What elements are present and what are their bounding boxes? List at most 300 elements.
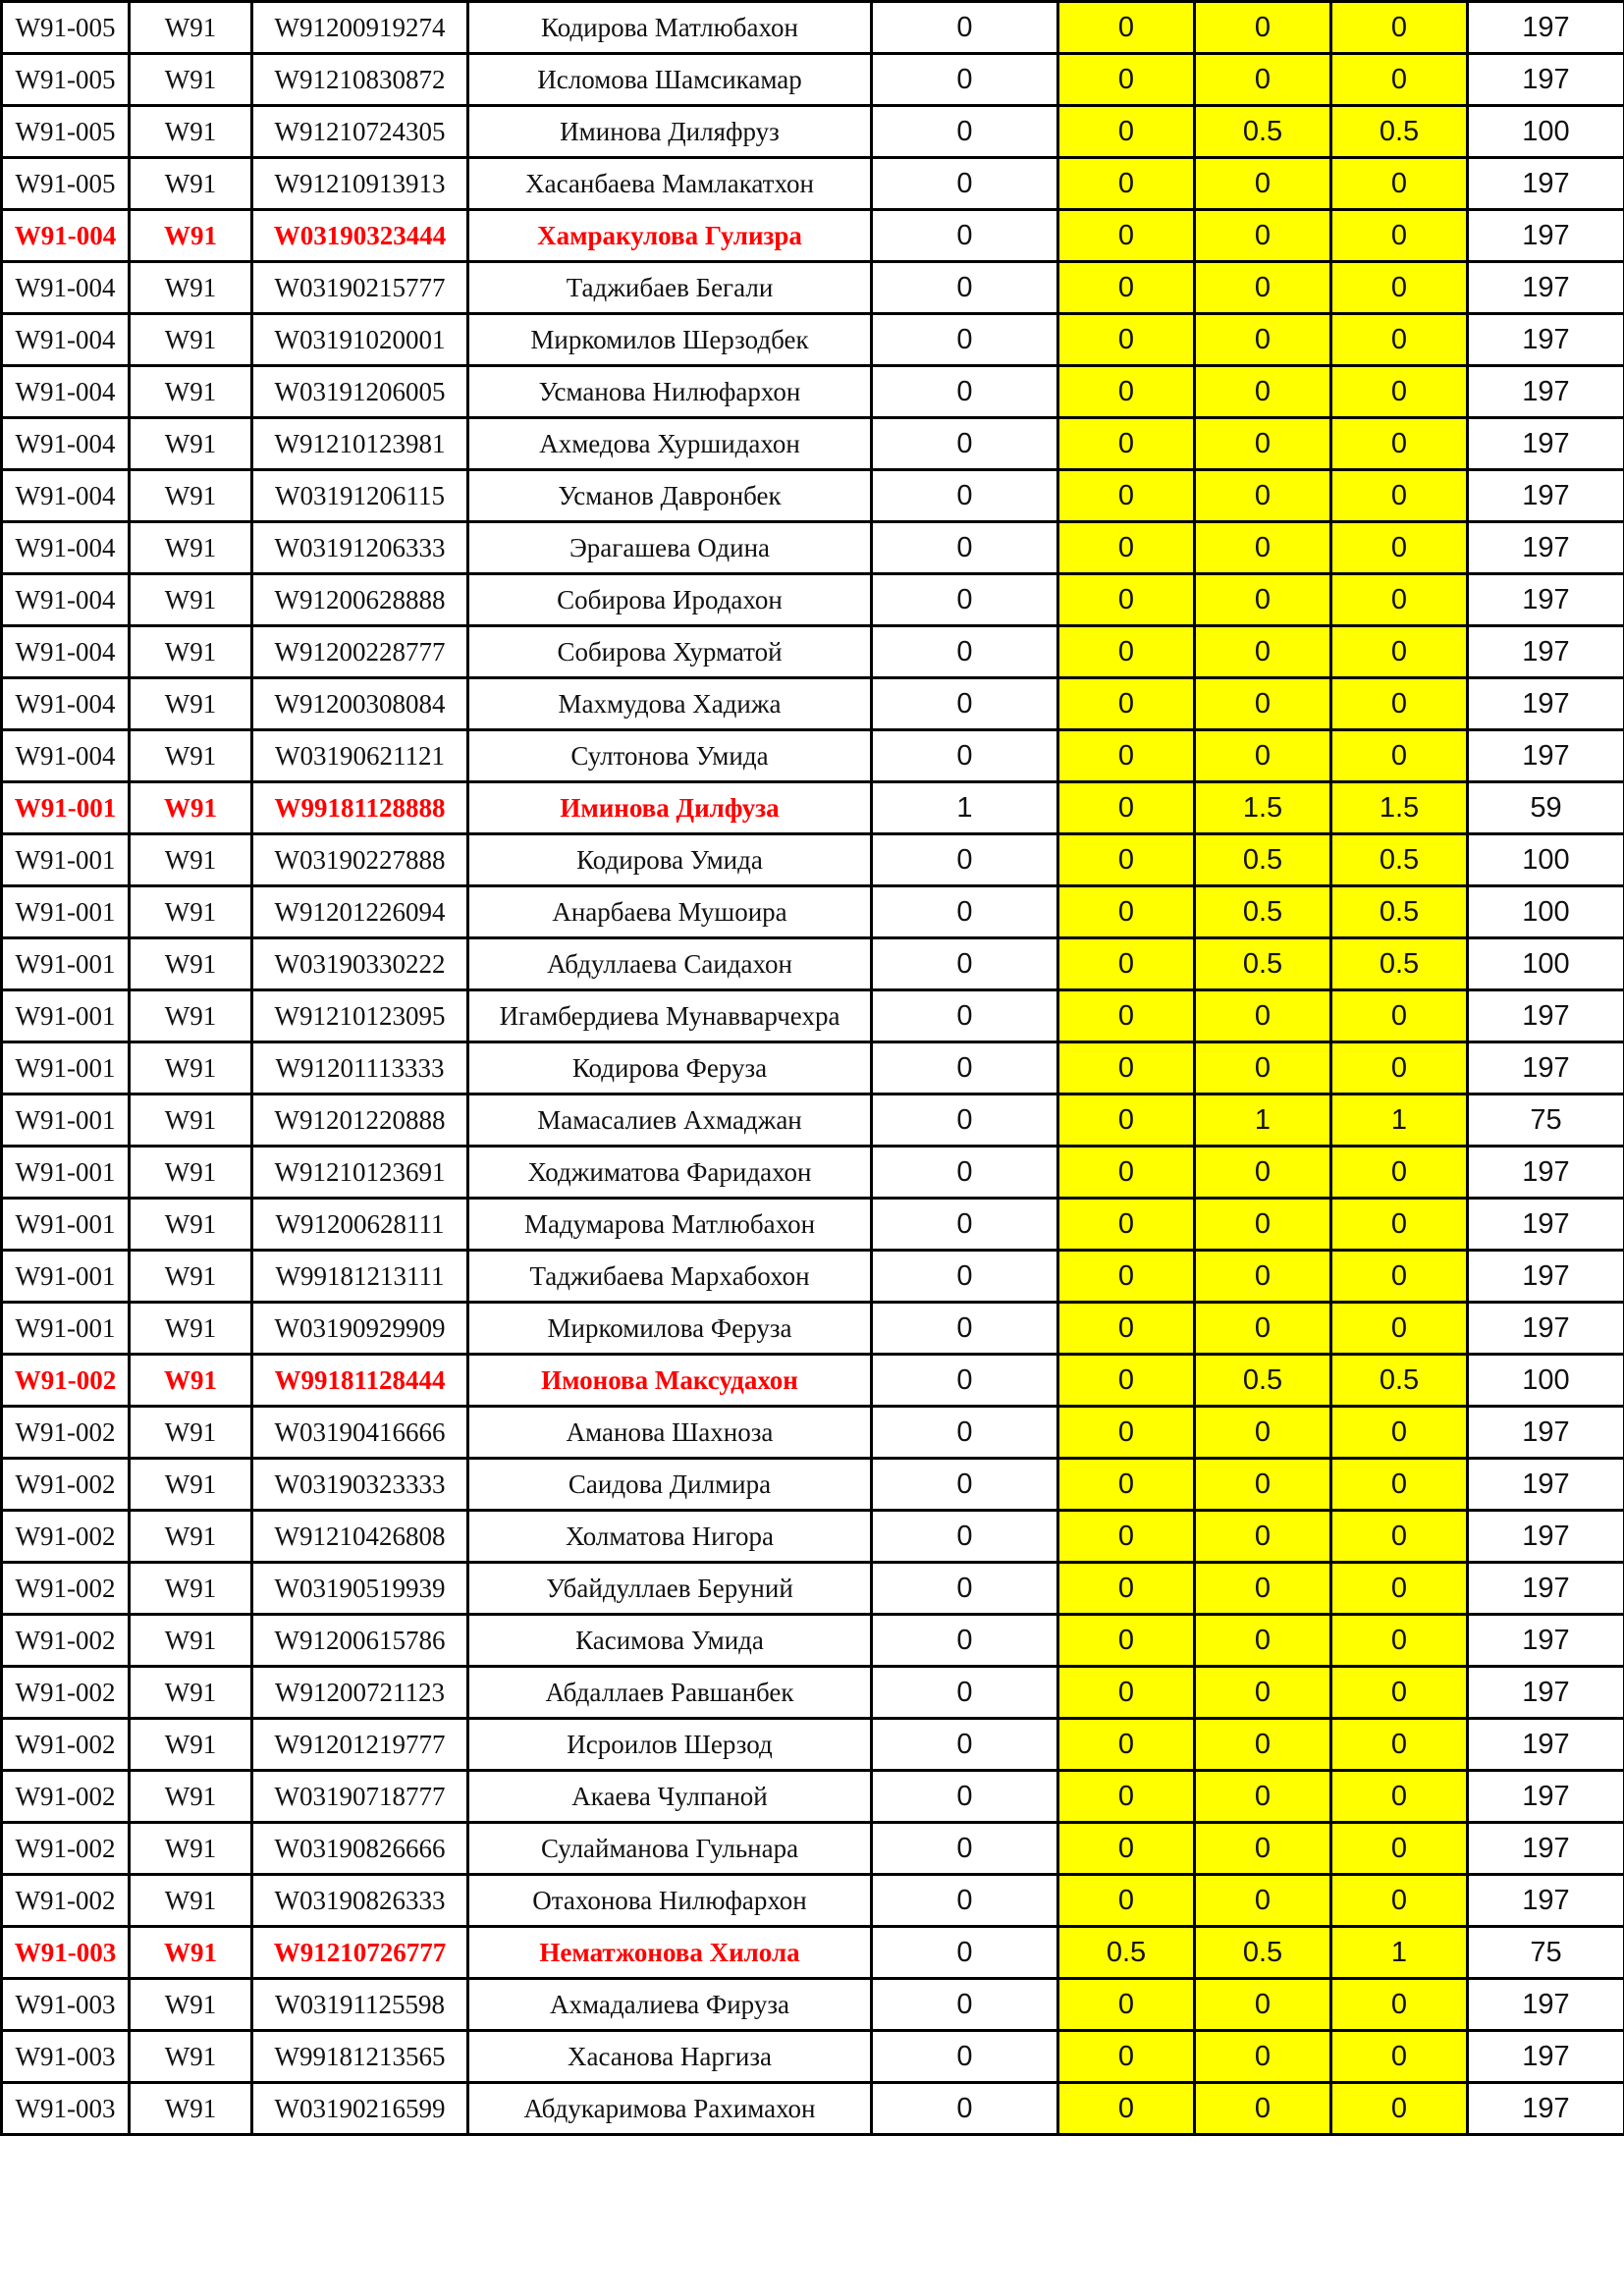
cell-code: W91 [130,1095,252,1147]
cell-name: Касимова Умида [468,1615,872,1667]
cell-value-2: 0 [1058,1823,1195,1875]
cell-value-5: 197 [1468,1875,1624,1927]
cell-value-4: 0 [1331,1823,1468,1875]
cell-code: W91 [130,730,252,782]
table-row [2,1459,1624,1511]
table-row [2,730,1624,782]
cell-code: W91 [130,1979,252,2031]
cell-value-5: 197 [1468,730,1624,782]
cell-value-1: 0 [872,522,1058,574]
cell-group: W91-001 [2,1303,130,1355]
cell-value-1: 0 [872,470,1058,522]
cell-value-4: 0 [1331,262,1468,314]
cell-group: W91-003 [2,2031,130,2083]
cell-value-4: 0 [1331,1563,1468,1615]
table-row [2,626,1624,678]
cell-value-2: 0 [1058,1459,1195,1511]
cell-value-3: 1 [1195,1095,1331,1147]
cell-value-2: 0 [1058,1615,1195,1667]
table-row [2,886,1624,938]
cell-value-1: 0 [872,418,1058,470]
cell-value-4: 1.5 [1331,782,1468,834]
cell-value-3: 0 [1195,2083,1331,2135]
cell-value-1: 0 [872,210,1058,262]
cell-name: Таджибаева Мархабохон [468,1251,872,1303]
cell-code: W91 [130,1459,252,1511]
cell-value-1: 0 [872,1251,1058,1303]
cell-value-4: 0 [1331,678,1468,730]
cell-group: W91-002 [2,1823,130,1875]
cell-value-4: 0 [1331,1511,1468,1563]
cell-value-1: 0 [872,1459,1058,1511]
cell-id: W99181213111 [252,1251,468,1303]
cell-value-1: 0 [872,262,1058,314]
cell-value-5: 197 [1468,1667,1624,1719]
cell-code: W91 [130,1615,252,1667]
table-row [2,1407,1624,1459]
cell-value-4: 0 [1331,54,1468,106]
cell-value-3: 0 [1195,366,1331,418]
cell-name: Усманов Давронбек [468,470,872,522]
cell-value-4: 0 [1331,1615,1468,1667]
cell-value-2: 0 [1058,522,1195,574]
cell-group: W91-005 [2,106,130,158]
cell-value-3: 0 [1195,1147,1331,1199]
cell-value-3: 0 [1195,262,1331,314]
cell-value-2: 0 [1058,990,1195,1042]
cell-code: W91 [130,522,252,574]
cell-value-5: 197 [1468,626,1624,678]
cell-value-1: 0 [872,314,1058,366]
cell-group: W91-001 [2,886,130,938]
table-row [2,1667,1624,1719]
cell-value-2: 0 [1058,1875,1195,1927]
cell-name: Ахмедова Хуршидахон [468,418,872,470]
cell-name: Холматова Нигора [468,1511,872,1563]
cell-code: W91 [130,2083,252,2135]
cell-code: W91 [130,834,252,886]
cell-id: W03190330222 [252,938,468,990]
cell-group: W91-005 [2,158,130,210]
cell-value-2: 0 [1058,886,1195,938]
cell-value-5: 197 [1468,1615,1624,1667]
cell-value-2: 0 [1058,262,1195,314]
cell-value-3: 0 [1195,418,1331,470]
cell-value-2: 0 [1058,1979,1195,2031]
cell-group: W91-002 [2,1667,130,1719]
cell-value-3: 0 [1195,1719,1331,1771]
cell-code: W91 [130,2031,252,2083]
cell-value-4: 0 [1331,1303,1468,1355]
cell-id: W03191206115 [252,470,468,522]
cell-value-5: 197 [1468,678,1624,730]
cell-value-1: 0 [872,1719,1058,1771]
cell-value-2: 0 [1058,834,1195,886]
table-row [2,1615,1624,1667]
cell-value-1: 0 [872,938,1058,990]
cell-code: W91 [130,1823,252,1875]
cell-name: Хасанова Наргиза [468,2031,872,2083]
cell-name: Кодирова Умида [468,834,872,886]
table-row [2,106,1624,158]
cell-value-5: 197 [1468,574,1624,626]
cell-value-4: 1 [1331,1927,1468,1979]
cell-value-5: 197 [1468,1979,1624,2031]
cell-value-4: 0 [1331,366,1468,418]
cell-value-3: 0.5 [1195,886,1331,938]
table-row-highlighted [2,1355,1624,1407]
cell-name: Нематжонова Хилола [468,1927,872,1979]
cell-code: W91 [130,886,252,938]
cell-name: Сулайманова Гульнара [468,1823,872,1875]
cell-value-3: 0 [1195,1042,1331,1095]
cell-value-2: 0 [1058,1251,1195,1303]
cell-group: W91-004 [2,366,130,418]
cell-name: Исломова Шамсикамар [468,54,872,106]
cell-name: Абдуллаева Саидахон [468,938,872,990]
cell-group: W91-001 [2,1251,130,1303]
cell-value-3: 0.5 [1195,1927,1331,1979]
cell-value-5: 197 [1468,262,1624,314]
cell-value-3: 0 [1195,1251,1331,1303]
cell-value-1: 0 [872,1927,1058,1979]
cell-value-4: 0.5 [1331,834,1468,886]
table-row [2,1563,1624,1615]
cell-id: W03190216599 [252,2083,468,2135]
cell-group: W91-005 [2,2,130,54]
cell-id: W03191020001 [252,314,468,366]
cell-value-5: 197 [1468,2031,1624,2083]
table-row [2,314,1624,366]
cell-id: W03190519939 [252,1563,468,1615]
cell-name: Ходжиматова Фаридахон [468,1147,872,1199]
cell-value-4: 0 [1331,2,1468,54]
cell-value-1: 0 [872,1615,1058,1667]
cell-value-4: 0 [1331,470,1468,522]
cell-code: W91 [130,1042,252,1095]
cell-value-4: 0 [1331,1199,1468,1251]
cell-value-5: 197 [1468,1251,1624,1303]
cell-id: W99181128888 [252,782,468,834]
cell-value-3: 0 [1195,2031,1331,2083]
cell-value-1: 0 [872,2083,1058,2135]
cell-value-5: 100 [1468,938,1624,990]
cell-value-2: 0 [1058,1355,1195,1407]
cell-name: Миркомилова Феруза [468,1303,872,1355]
cell-value-1: 0 [872,158,1058,210]
table-row-highlighted [2,210,1624,262]
cell-value-3: 0 [1195,1875,1331,1927]
cell-name: Кодирова Матлюбахон [468,2,872,54]
table-row-highlighted [2,1927,1624,1979]
cell-group: W91-004 [2,522,130,574]
cell-group: W91-001 [2,938,130,990]
cell-id: W91200721123 [252,1667,468,1719]
table-row [2,1199,1624,1251]
cell-value-1: 0 [872,990,1058,1042]
table-row [2,1251,1624,1303]
cell-group: W91-001 [2,1095,130,1147]
table-row [2,1303,1624,1355]
cell-value-1: 0 [872,106,1058,158]
cell-value-3: 0 [1195,1615,1331,1667]
table-row [2,990,1624,1042]
cell-value-3: 0 [1195,522,1331,574]
cell-code: W91 [130,1147,252,1199]
cell-value-5: 100 [1468,106,1624,158]
cell-value-1: 0 [872,1979,1058,2031]
table-row [2,678,1624,730]
cell-group: W91-004 [2,262,130,314]
cell-group: W91-001 [2,1042,130,1095]
cell-value-2: 0 [1058,1042,1195,1095]
cell-id: W99181213565 [252,2031,468,2083]
cell-code: W91 [130,2,252,54]
cell-group: W91-002 [2,1563,130,1615]
cell-group: W91-003 [2,1927,130,1979]
cell-value-3: 0 [1195,210,1331,262]
cell-code: W91 [130,1251,252,1303]
cell-value-2: 0 [1058,730,1195,782]
cell-code: W91 [130,678,252,730]
cell-value-3: 0 [1195,678,1331,730]
cell-group: W91-004 [2,418,130,470]
cell-value-1: 0 [872,1199,1058,1251]
cell-value-4: 0 [1331,1407,1468,1459]
cell-value-3: 0 [1195,990,1331,1042]
cell-value-1: 0 [872,1147,1058,1199]
table-row [2,158,1624,210]
cell-name: Имонова Максудахон [468,1355,872,1407]
table-row [2,1042,1624,1095]
table-row-highlighted [2,782,1624,834]
cell-value-5: 100 [1468,1355,1624,1407]
cell-group: W91-002 [2,1719,130,1771]
cell-value-4: 0 [1331,990,1468,1042]
cell-value-2: 0 [1058,1563,1195,1615]
cell-id: W91210913913 [252,158,468,210]
cell-value-1: 0 [872,1355,1058,1407]
cell-name: Абдукаримова Рахимахон [468,2083,872,2135]
cell-group: W91-005 [2,54,130,106]
cell-group: W91-002 [2,1875,130,1927]
cell-value-2: 0 [1058,54,1195,106]
cell-value-5: 197 [1468,2,1624,54]
cell-value-3: 0 [1195,54,1331,106]
cell-value-4: 0.5 [1331,1355,1468,1407]
cell-id: W91210123691 [252,1147,468,1199]
table-row [2,1719,1624,1771]
cell-value-4: 0.5 [1331,106,1468,158]
cell-value-1: 0 [872,54,1058,106]
cell-id: W03191125598 [252,1979,468,2031]
cell-name: Саидова Дилмира [468,1459,872,1511]
cell-name: Кодирова Феруза [468,1042,872,1095]
cell-value-2: 0 [1058,106,1195,158]
cell-name: Собирова Хурматой [468,626,872,678]
cell-value-2: 0 [1058,1511,1195,1563]
table-row [2,1147,1624,1199]
cell-group: W91-001 [2,1147,130,1199]
cell-code: W91 [130,1511,252,1563]
cell-name: Мамасалиев Ахмаджан [468,1095,872,1147]
cell-value-5: 197 [1468,1511,1624,1563]
table-body [2,2,1624,2135]
cell-code: W91 [130,1719,252,1771]
cell-value-5: 197 [1468,470,1624,522]
cell-id: W91200308084 [252,678,468,730]
cell-value-5: 100 [1468,886,1624,938]
cell-value-2: 0 [1058,1771,1195,1823]
cell-value-3: 0.5 [1195,1355,1331,1407]
cell-value-3: 0 [1195,1459,1331,1511]
cell-value-4: 0 [1331,1147,1468,1199]
cell-code: W91 [130,1199,252,1251]
cell-value-4: 0 [1331,1251,1468,1303]
cell-id: W91200628111 [252,1199,468,1251]
cell-value-1: 0 [872,1407,1058,1459]
cell-value-1: 0 [872,366,1058,418]
cell-value-1: 0 [872,2,1058,54]
cell-value-1: 0 [872,1303,1058,1355]
cell-code: W91 [130,106,252,158]
cell-value-5: 197 [1468,1823,1624,1875]
cell-value-1: 0 [872,1511,1058,1563]
cell-group: W91-001 [2,834,130,886]
table-row [2,366,1624,418]
table-row [2,418,1624,470]
cell-value-1: 0 [872,574,1058,626]
table-row [2,1979,1624,2031]
table-row [2,522,1624,574]
cell-value-2: 0 [1058,2031,1195,2083]
cell-value-3: 1.5 [1195,782,1331,834]
cell-id: W91201219777 [252,1719,468,1771]
cell-name: Миркомилов Шерзодбек [468,314,872,366]
cell-id: W03190621121 [252,730,468,782]
cell-id: W91201113333 [252,1042,468,1095]
cell-code: W91 [130,1927,252,1979]
cell-id: W03190416666 [252,1407,468,1459]
cell-name: Игамбердиева Мунавварчехра [468,990,872,1042]
table-row [2,834,1624,886]
cell-name: Абдаллаев Равшанбек [468,1667,872,1719]
cell-id: W03191206005 [252,366,468,418]
table-row [2,2031,1624,2083]
cell-value-5: 197 [1468,1303,1624,1355]
cell-value-5: 59 [1468,782,1624,834]
cell-code: W91 [130,990,252,1042]
cell-value-3: 0 [1195,1563,1331,1615]
cell-value-2: 0 [1058,782,1195,834]
cell-value-4: 0 [1331,574,1468,626]
cell-value-4: 0 [1331,626,1468,678]
cell-name: Исроилов Шерзод [468,1719,872,1771]
cell-id: W03190215777 [252,262,468,314]
cell-value-2: 0 [1058,938,1195,990]
cell-code: W91 [130,366,252,418]
cell-code: W91 [130,1355,252,1407]
cell-group: W91-002 [2,1355,130,1407]
cell-name: Акаева Чулпаной [468,1771,872,1823]
cell-value-2: 0 [1058,210,1195,262]
cell-id: W91210123981 [252,418,468,470]
cell-name: Ахмадалиева Фируза [468,1979,872,2031]
cell-value-5: 197 [1468,1771,1624,1823]
cell-group: W91-002 [2,1615,130,1667]
cell-group: W91-003 [2,2083,130,2135]
cell-code: W91 [130,470,252,522]
cell-code: W91 [130,626,252,678]
table-row [2,262,1624,314]
cell-value-3: 0 [1195,1303,1331,1355]
cell-value-1: 0 [872,1875,1058,1927]
cell-value-3: 0 [1195,158,1331,210]
cell-value-2: 0 [1058,418,1195,470]
cell-value-5: 197 [1468,2083,1624,2135]
cell-value-2: 0 [1058,470,1195,522]
cell-value-1: 0 [872,678,1058,730]
cell-id: W91201226094 [252,886,468,938]
cell-code: W91 [130,210,252,262]
cell-value-5: 197 [1468,1459,1624,1511]
cell-value-5: 197 [1468,158,1624,210]
cell-id: W91200628888 [252,574,468,626]
cell-id: W91210426808 [252,1511,468,1563]
cell-value-4: 0 [1331,522,1468,574]
cell-group: W91-002 [2,1407,130,1459]
cell-value-2: 0 [1058,2,1195,54]
cell-value-1: 0 [872,1823,1058,1875]
table-row [2,54,1624,106]
cell-value-1: 1 [872,782,1058,834]
cell-value-1: 0 [872,730,1058,782]
cell-value-3: 0.5 [1195,106,1331,158]
cell-value-2: 0 [1058,314,1195,366]
cell-value-4: 0 [1331,1979,1468,2031]
cell-value-3: 0 [1195,1771,1331,1823]
cell-id: W03190323444 [252,210,468,262]
cell-value-5: 197 [1468,1147,1624,1199]
cell-value-5: 197 [1468,418,1624,470]
cell-value-5: 197 [1468,1407,1624,1459]
cell-code: W91 [130,1667,252,1719]
cell-value-4: 0 [1331,158,1468,210]
cell-name: Иминова Дилфуза [468,782,872,834]
cell-group: W91-002 [2,1459,130,1511]
cell-value-2: 0 [1058,366,1195,418]
cell-id: W03190227888 [252,834,468,886]
cell-value-2: 0 [1058,1199,1195,1251]
cell-value-4: 0 [1331,1667,1468,1719]
cell-value-5: 197 [1468,54,1624,106]
cell-value-3: 0 [1195,1667,1331,1719]
cell-id: W99181128444 [252,1355,468,1407]
cell-value-4: 0 [1331,418,1468,470]
cell-id: W91210726777 [252,1927,468,1979]
cell-value-1: 0 [872,1771,1058,1823]
cell-group: W91-004 [2,314,130,366]
cell-value-3: 0 [1195,470,1331,522]
cell-name: Хасанбаева Мамлакатхон [468,158,872,210]
cell-value-4: 0 [1331,1771,1468,1823]
cell-group: W91-004 [2,470,130,522]
cell-id: W03190718777 [252,1771,468,1823]
cell-group: W91-003 [2,1979,130,2031]
cell-value-4: 0 [1331,1719,1468,1771]
cell-value-5: 197 [1468,522,1624,574]
cell-value-2: 0 [1058,1719,1195,1771]
